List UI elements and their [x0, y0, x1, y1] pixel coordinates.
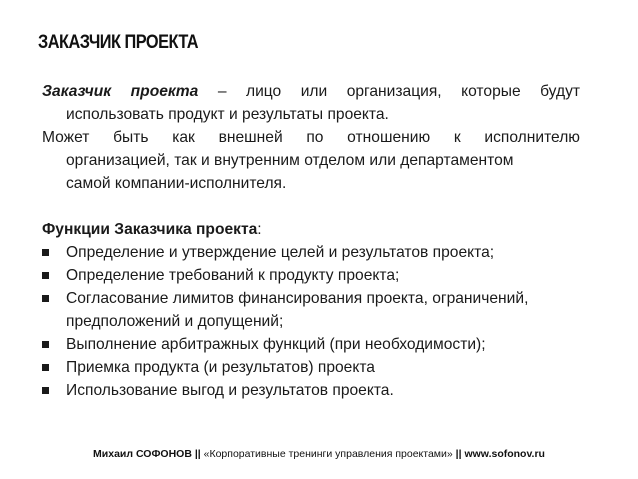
- list-item-text: Согласование лимитов финансирования проекта, ограничений, предположений и допущений;: [66, 290, 529, 330]
- list-item: [42, 356, 580, 379]
- square-bullet-icon: [42, 364, 49, 371]
- list-item-text: Приемка продукта (и результатов) проекта: [66, 359, 375, 376]
- list-item-text: Использование выгод и результатов проекта.: [66, 382, 394, 399]
- list-item-text: Выполнение арбитражных функций (при необходимости);: [66, 336, 486, 353]
- footer-separator: ||: [452, 448, 465, 460]
- list-item: [42, 241, 580, 264]
- functions-heading: [42, 218, 580, 241]
- square-bullet-icon: [42, 295, 49, 302]
- list-item-text: Определение требований к продукту проекта;: [66, 267, 400, 284]
- list-item-text: Определение и утверждение целей и результатов проекта;: [66, 244, 495, 261]
- footer-course: «Корпоративные тренинги управления проектами»: [203, 448, 453, 460]
- list-item: [42, 287, 580, 333]
- slide-content: [42, 80, 580, 402]
- square-bullet-icon: [42, 387, 49, 394]
- list-item: [42, 379, 580, 402]
- functions-heading-colon: :: [257, 221, 262, 238]
- external-paragraph: [42, 126, 580, 195]
- square-bullet-icon: [42, 272, 49, 279]
- definition-line-2: использовать продукт и результаты проекта.: [66, 106, 389, 123]
- slide-footer: [0, 448, 638, 460]
- section-spacer: [42, 195, 580, 218]
- external-line-1: Может быть как внешней по отношению к исполнителю: [42, 129, 580, 146]
- slide-title: ЗАКАЗЧИК ПРОЕКТА: [38, 32, 199, 53]
- functions-list: [42, 241, 580, 402]
- list-item: [42, 333, 580, 356]
- functions-heading-text: Функции Заказчика проекта: [42, 221, 258, 238]
- definition-term: Заказчик проекта: [42, 83, 199, 100]
- footer-separator: ||: [191, 448, 204, 460]
- definition-line-1: [42, 80, 580, 103]
- external-line-2: организацией, так и внутренним отделом или департаментом: [66, 152, 514, 169]
- definition-paragraph: [42, 80, 580, 126]
- square-bullet-icon: [42, 249, 49, 256]
- external-line-3: самой компании-исполнителя.: [66, 175, 287, 192]
- footer-website: www.sofonov.ru: [464, 448, 545, 460]
- footer-author: Михаил СОФОНОВ: [93, 448, 192, 460]
- list-item: [42, 264, 580, 287]
- definition-text: – лицо или организация, которые будут: [198, 83, 581, 100]
- square-bullet-icon: [42, 341, 49, 348]
